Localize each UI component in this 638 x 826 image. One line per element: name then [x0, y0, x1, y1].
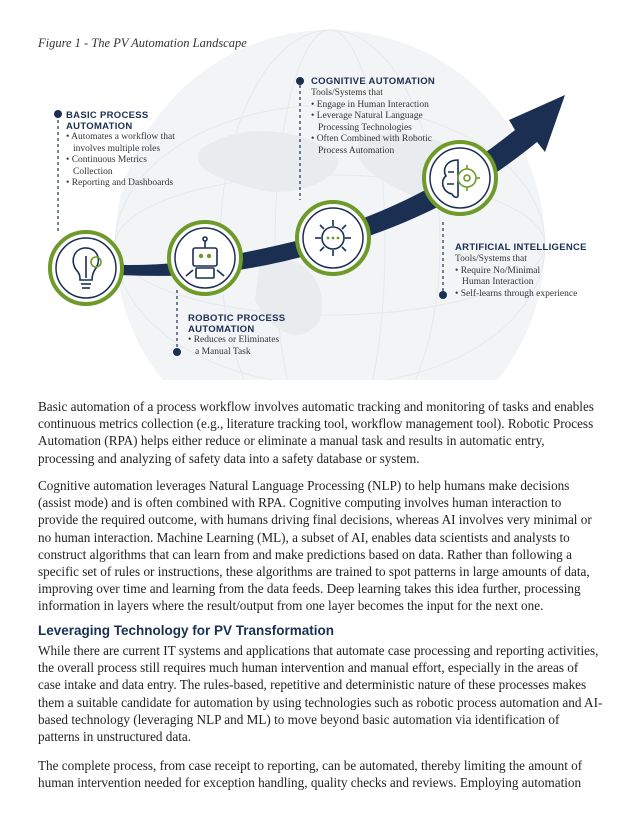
paragraph-leveraging: While there are current IT systems and applications that automate case processing and reporting activities, the overall process still requires much human intervention and manual effort, especially in the areas of case intake and data entry. The rules-based, repetitive and deterministic nature of these processes makes them a suitable candidate for automation by using technologies such as robotic process automation and AI-based technology (leveraging NLP and ML) to move beyond basic automation via identification of patterns in unstructured data. — [38, 643, 603, 745]
stage-title-ai-line1: ARTIFICIAL INTELLIGENCE — [455, 242, 587, 253]
stage-text-line: a Manual Task — [195, 346, 251, 357]
stage-title-basic-line1: BASIC PROCESS — [66, 110, 149, 121]
stage-text-line: involves multiple roles — [73, 143, 161, 154]
marker-dot-rpa — [173, 348, 181, 356]
stage-text-line: • Reduces or Eliminates — [188, 335, 280, 345]
stage-title-basic-line2: AUTOMATION — [66, 121, 133, 132]
chat-gear-icon — [315, 220, 351, 256]
stage-text-line: • Leverage Natural Language — [311, 111, 423, 121]
stage-text-line: • Reporting and Dashboards — [66, 178, 174, 188]
pv-automation-figure — [0, 0, 638, 380]
stage-title-cognitive — [311, 76, 435, 87]
stage-text-rpa — [188, 335, 279, 358]
marker-dot-ai — [439, 291, 447, 299]
stage-text-line: Tools/Systems that — [311, 88, 383, 98]
stage-title-ai — [455, 242, 587, 253]
stage-text-line: Process Automation — [318, 145, 395, 156]
marker-dot-basic — [54, 110, 62, 118]
paragraph-complete-process: The complete process, from case receipt to reporting, can be automated, thereby limiting the amount of human intervention needed for exception handling, quality checks and reviews. Employing automation — [38, 758, 583, 791]
stage-text-ai — [455, 254, 577, 300]
paragraph-basic-rpa: Basic automation of a process workflow involves automatic tracking and monitoring of tasks and enables continuous metrics collection (e.g., literature tracking tool, workflow management tool). Robotic Process Automation (RPA) helps either reduce or eliminate a manual task and results in automatic entry, processing and analyzing of safety data into a safety database or system. — [38, 399, 594, 466]
stage-circle-ai — [424, 142, 496, 214]
figure-graphic — [0, 0, 638, 380]
section-heading: Leveraging Technology for PV Transformation — [38, 623, 335, 638]
stage-text-line: • Engage in Human Interaction — [311, 99, 429, 110]
stage-text-line: • Self-learns through experience — [455, 288, 578, 299]
stage-text-line: • Automates a workflow that — [66, 132, 175, 142]
stage-text-line: • Continuous Metrics — [66, 155, 147, 165]
stage-text-line: Collection — [73, 166, 113, 177]
stage-title-rpa-line1: ROBOTIC PROCESS — [188, 313, 286, 324]
stage-text-basic — [66, 132, 175, 190]
stage-title-cognitive-line1: COGNITIVE AUTOMATION — [311, 76, 436, 87]
paragraph-cognitive-ai: Cognitive automation leverages Natural Language Processing (NLP) to help humans make decisions (assist mode) and is often combined with RPA. Cognitive computing involves human interaction to provide the required outcome, with humans driving final decisions, whereas AI involves very minimal or no human interaction. Machine Learning (ML), a subset of AI, enables data scientists and analysts to construct algorithms that can learn from and make predictions based on data. Rather than following a specific set of rules or instructions, these algorithms are trained to spot patterns in large amounts of data, improving over time and learning from the data feeds. Deep learning takes this idea further, processing information in layers where the result/output from one layer becomes the input for the next one. — [38, 478, 592, 614]
stage-circle-rpa — [169, 222, 241, 294]
figure-caption: Figure 1 - The PV Automation Landscape — [38, 36, 247, 50]
stage-text-line: • Often Combined with Robotic — [311, 134, 433, 144]
stage-text-line: Tools/Systems that — [455, 254, 527, 264]
stage-text-line: Human Interaction — [462, 277, 534, 287]
stage-title-rpa-line2: AUTOMATION — [188, 324, 255, 335]
stage-text-line: • Require No/Minimal — [455, 265, 541, 276]
marker-dot-cognitive — [296, 77, 304, 85]
stage-text-line: Processing Technologies — [318, 122, 412, 133]
stage-text-cognitive — [311, 88, 432, 157]
stage-title-basic — [66, 110, 149, 132]
stage-title-rpa — [188, 313, 285, 335]
